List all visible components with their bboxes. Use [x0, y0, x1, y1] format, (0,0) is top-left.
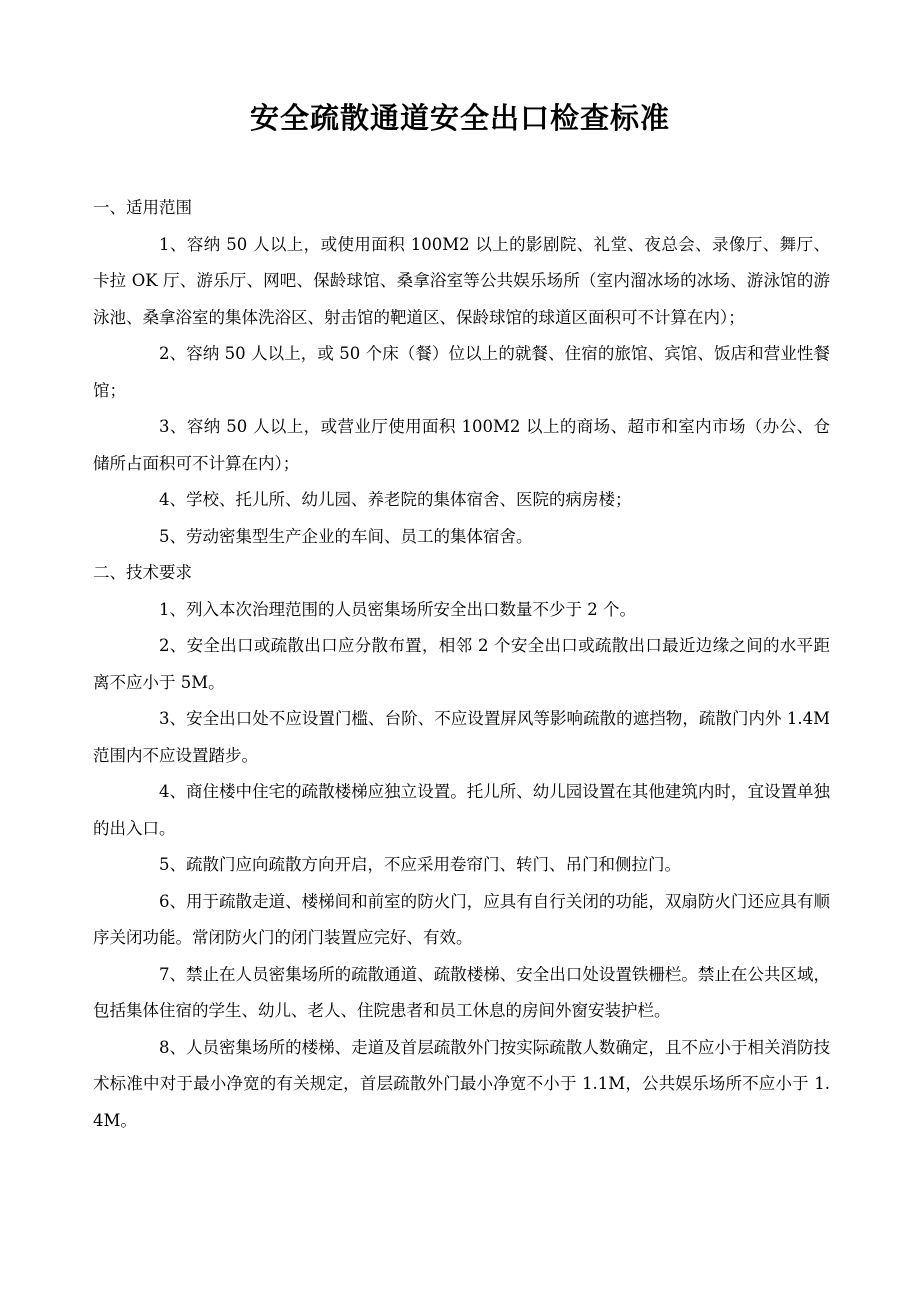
scope-item-2: 2、容纳 50 人以上，或 50 个床（餐）位以上的就餐、住宿的旅馆、宾馆、饭店和营业性餐馆； — [93, 344, 830, 400]
requirement-item-1: 1、列入本次治理范围的人员密集场所安全出口数量不少于 2 个。 — [159, 599, 636, 619]
requirement-item-5: 5、疏散门应向疏散方向开启，不应采用卷帘门、转门、吊门和侧拉门。 — [159, 855, 681, 874]
requirement-item-7: 7、禁止在人员密集场所的疏散通道、疏散楼梯、安全出口处设置铁栅栏。禁止在公共区域，包括集体住宿的学生、幼儿、老人、住院患者和员工休息的房间外窗安装护栏。 — [93, 964, 830, 1020]
scope-item-1: 1、容纳 50 人以上，或使用面积 100M2 以上的影剧院、礼堂、夜总会、录像厅、舞厅、卡拉 OK 厅、游乐厅、网吧、保龄球馆、桑拿浴室等公共娱乐场所（室内溜冰场的冰场、游泳馆的游泳池、桑拿浴室的集体洗浴区、射击馆的靶道区、保龄球馆的球道区面积可不计算在内）； — [93, 234, 830, 327]
scope-item-5: 5、劳动密集型生产企业的车间、员工的集体宿舍。 — [159, 526, 533, 546]
requirement-item-3: 3、安全出口处不应设置门槛、台阶、不应设置屏风等影响疏散的遮挡物，疏散门内外 1.4M 范围内不应设置踏步。 — [93, 709, 830, 765]
requirement-item-6: 6、用于疏散走道、楼梯间和前室的防火门，应具有自行关闭的功能，双扇防火门还应具有顺序关闭功能。常闭防火门的闭门装置应完好、有效。 — [93, 891, 830, 947]
requirement-item-4: 4、商住楼中住宅的疏散楼梯应独立设置。托儿所、幼儿园设置在其他建筑内时，宜设置单独的出入口。 — [93, 782, 830, 838]
section-heading-requirements: 二、技术要求 — [93, 563, 192, 582]
document-title: 安全疏散通道安全出口检查标准 — [249, 101, 670, 135]
document-body — [93, 190, 830, 1139]
scope-item-4: 4、学校、托儿所、幼儿园、养老院的集体宿舍、医院的病房楼； — [159, 490, 632, 509]
scope-item-3: 3、容纳 50 人以上，或营业厅使用面积 100M2 以上的商场、超市和室内市场（办公、仓储所占面积可不计算在内）； — [93, 417, 830, 473]
requirement-item-2: 2、安全出口或疏散出口应分散布置，相邻 2 个安全出口或疏散出口最近边缘之间的水平距离不应小于 5M。 — [93, 636, 830, 692]
section-heading-scope: 一、适用范围 — [93, 198, 192, 217]
requirement-item-8: 8、人员密集场所的楼梯、走道及首层疏散外门按实际疏散人数确定，且不应小于相关消防技术标准中对于最小净宽的有关规定，首层疏散外门最小净宽不小于 1.1M，公共娱乐场所不应小于 1.4M。 — [93, 1037, 830, 1130]
